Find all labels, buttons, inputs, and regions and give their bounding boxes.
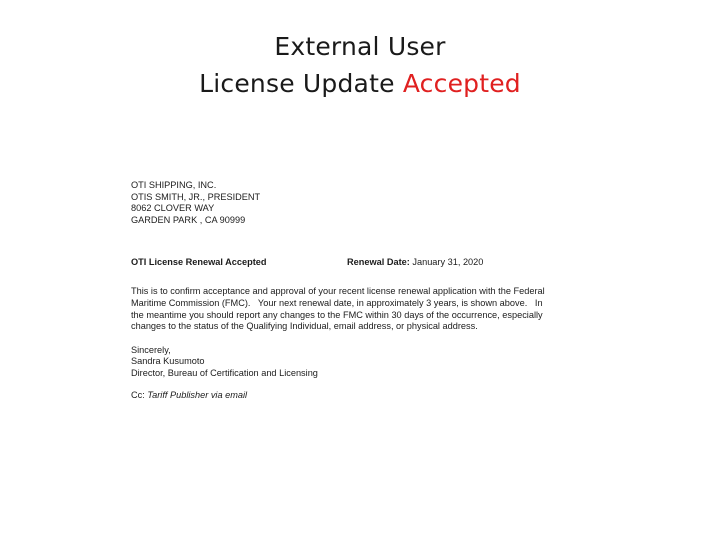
cc-value: Tariff Publisher via email bbox=[147, 389, 248, 400]
body-line-3: the meantime you should report any changes to the FMC within 30 days of the occurrence, especially bbox=[131, 309, 543, 320]
title-line-1: External User bbox=[274, 32, 446, 61]
closing-salutation: Sincerely, bbox=[131, 344, 171, 355]
address-line-street: 8062 CLOVER WAY bbox=[131, 203, 215, 214]
signer-title: Director, Bureau of Certification and Licensing bbox=[131, 367, 318, 378]
body-line-4: changes to the status of the Qualifying Individual, email address, or physical address. bbox=[131, 321, 478, 332]
title-line-2-prefix: License Update bbox=[199, 69, 403, 98]
letter-heading-row bbox=[131, 257, 601, 269]
acceptance-letter bbox=[131, 180, 601, 401]
body-line-2: Maritime Commission (FMC). Your next renewal date, in approximately 3 years, is shown above. In bbox=[131, 297, 543, 308]
letter-body bbox=[131, 286, 601, 332]
renewal-date-label: Renewal Date: bbox=[347, 257, 410, 268]
slide-title bbox=[0, 28, 720, 102]
title-accent-word: Accepted bbox=[402, 69, 521, 98]
letter-closing bbox=[131, 345, 601, 380]
cc-line bbox=[131, 390, 601, 402]
address-line-company: OTI SHIPPING, INC. bbox=[131, 180, 217, 190]
renewal-date-value: January 31, 2020 bbox=[412, 257, 484, 268]
renewal-date bbox=[347, 257, 483, 269]
address-line-contact: OTIS SMITH, JR., PRESIDENT bbox=[131, 191, 261, 202]
recipient-address bbox=[131, 180, 601, 226]
body-line-1: This is to confirm acceptance and approval of your recent license renewal application with the Federal bbox=[131, 286, 545, 297]
address-line-city: GARDEN PARK , CA 90999 bbox=[131, 214, 246, 225]
title-line-2 bbox=[0, 65, 720, 102]
cc-label: Cc: bbox=[131, 389, 145, 400]
letter-heading: OTI License Renewal Accepted bbox=[131, 257, 267, 268]
signer-name: Sandra Kusumoto bbox=[131, 356, 205, 367]
